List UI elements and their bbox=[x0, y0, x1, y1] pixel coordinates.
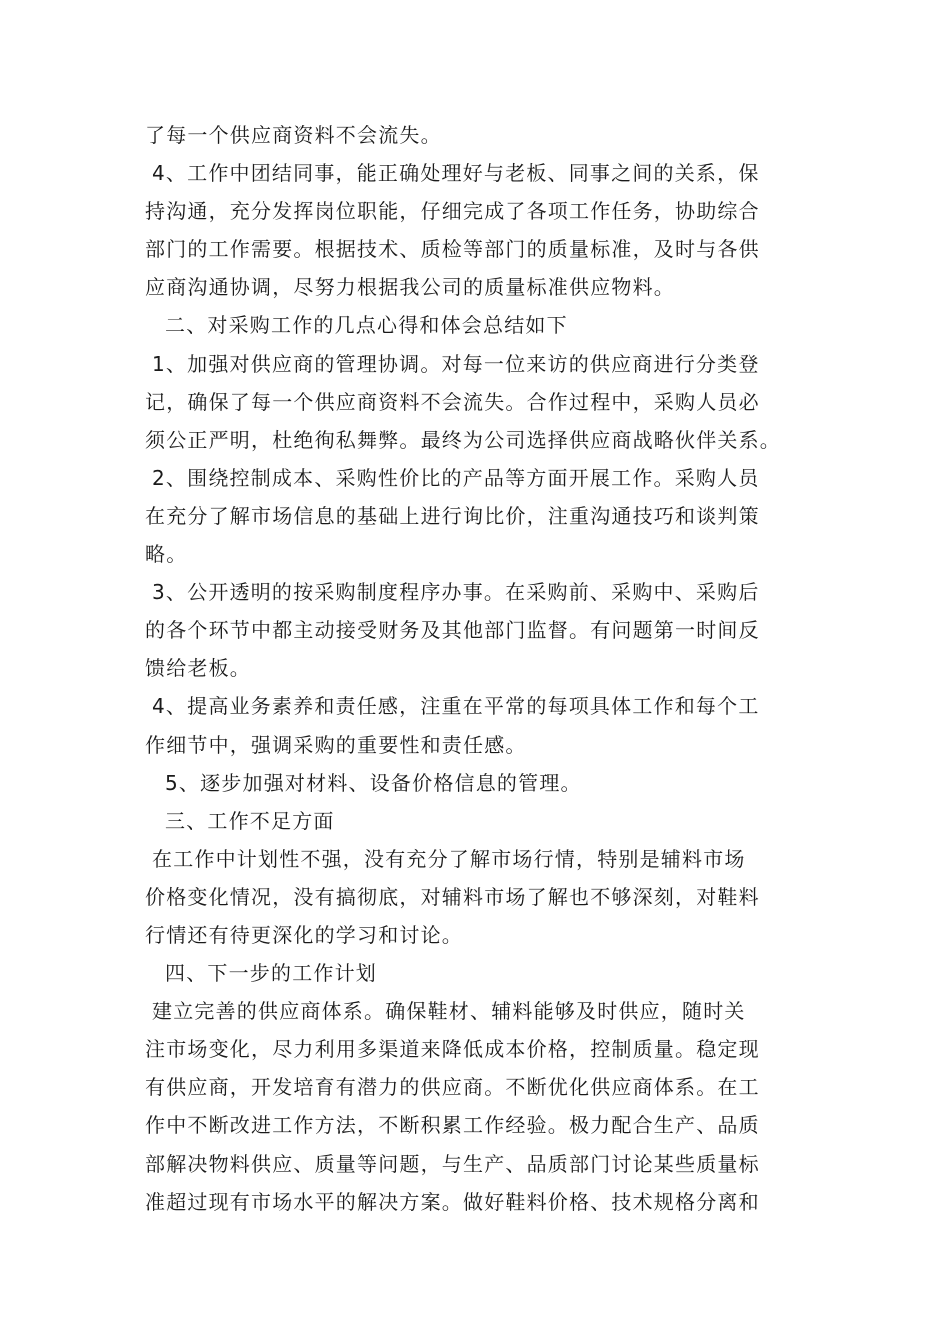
text-line: 馈给老板。 bbox=[145, 656, 251, 681]
text-line: 2、围绕控制成本、采购性价比的产品等方面开展工作。采购人员 bbox=[152, 465, 760, 490]
text-line: 价格变化情况，没有搞彻底，对辅料市场了解也不够深刻，对鞋料 bbox=[145, 884, 760, 909]
text-line: 建立完善的供应商体系。确保鞋材、辅料能够及时供应，随时关 bbox=[152, 999, 746, 1024]
section-heading: 二、对采购工作的几点心得和体会总结如下 bbox=[165, 313, 568, 338]
text-line: 有供应商，开发培育有潜力的供应商。不断优化供应商体系。在工 bbox=[145, 1075, 760, 1100]
text-line: 应商沟通协调，尽努力根据我公司的质量标准供应物料。 bbox=[145, 275, 675, 300]
text-line: 注市场变化，尽力利用多渠道来降低成本价格，控制质量。稳定现 bbox=[145, 1037, 760, 1062]
text-line: 在工作中计划性不强，没有充分了解市场行情，特别是辅料市场 bbox=[152, 846, 746, 871]
text-line: 行情还有待更深化的学习和讨论。 bbox=[145, 922, 463, 947]
text-line: 持沟通，充分发挥岗位职能，仔细完成了各项工作任务，协助综合 bbox=[145, 199, 760, 224]
text-line: 4、提高业务素养和责任感，注重在平常的每项具体工作和每个工 bbox=[152, 694, 760, 719]
document-body bbox=[145, 116, 807, 1221]
section-heading: 四、下一步的工作计划 bbox=[165, 961, 377, 986]
text-line: 在充分了解市场信息的基础上进行询比价，注重沟通技巧和谈判策 bbox=[145, 503, 760, 528]
text-line: 部门的工作需要。根据技术、质检等部门的质量标准，及时与各供 bbox=[145, 237, 760, 262]
text-line: 部解决物料供应、质量等问题，与生产、品质部门讨论某些质量标 bbox=[145, 1151, 760, 1176]
text-line: 作中不断改进工作方法，不断积累工作经验。极力配合生产、品质 bbox=[145, 1113, 760, 1138]
text-line: 准超过现有市场水平的解决方案。做好鞋料价格、技术规格分离和 bbox=[145, 1189, 760, 1214]
text-line: 4、工作中团结同事，能正确处理好与老板、同事之间的关系，保 bbox=[152, 161, 760, 186]
text-line: 作细节中，强调采购的重要性和责任感。 bbox=[145, 732, 527, 757]
text-line: 略。 bbox=[145, 542, 188, 567]
section-heading: 三、工作不足方面 bbox=[165, 808, 335, 833]
text-line: 须公正严明，杜绝徇私舞弊。最终为公司选择供应商战略伙伴关系。 bbox=[145, 427, 781, 452]
text-line: 记，确保了每一个供应商资料不会流失。合作过程中，采购人员必 bbox=[145, 389, 760, 414]
text-line: 5、逐步加强对材料、设备价格信息的管理。 bbox=[165, 770, 582, 795]
text-line: 3、公开透明的按采购制度程序办事。在采购前、采购中、采购后 bbox=[152, 580, 760, 605]
text-line: 了每一个供应商资料不会流失。 bbox=[145, 123, 442, 147]
text-line: 的各个环节中都主动接受财务及其他部门监督。有问题第一时间反 bbox=[145, 618, 760, 643]
text-line: 1、加强对供应商的管理协调。对每一位来访的供应商进行分类登 bbox=[152, 351, 760, 376]
